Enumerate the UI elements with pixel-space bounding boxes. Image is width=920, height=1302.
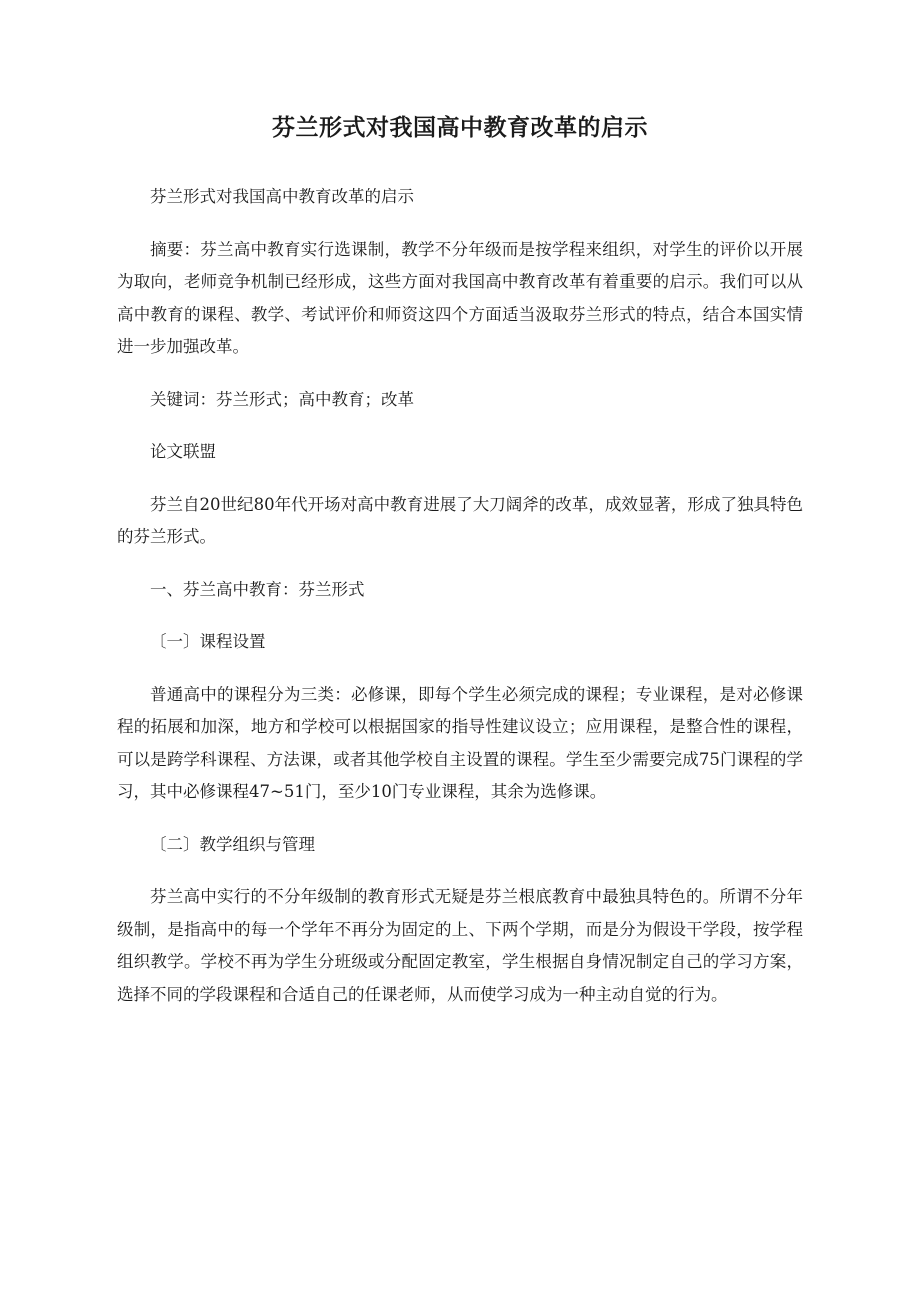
keywords-paragraph: 关键词：芬兰形式；高中教育；改革 (150, 389, 414, 409)
curriculum-paragraph: 普通高中的课程分为三类：必修课，即每个学生必须完成的课程；专业课程，是对必修课程的拓展和加深，地方和学校可以根据国家的指导性建议设立；应用课程，是整合性的课程，可以是跨学科课程、方法课，或者其他学校自主设置的课程。学生至少需要完成75门课程的学习，其中必修课程47~51门，至少10门专业课程，其余为选修课。 (117, 684, 803, 801)
subtitle-paragraph: 芬兰形式对我国高中教育改革的启示 (150, 187, 414, 206)
intro-paragraph: 芬兰自20世纪80年代开场对高中教育进展了大刀阔斧的改革，成效显著，形成了独具特色的芬兰形式。 (117, 494, 803, 546)
document-title: 芬兰形式对我国高中教育改革的启示 (272, 115, 648, 141)
document-body (117, 181, 803, 1031)
section-heading-1: 一、芬兰高中教育：芬兰形式 (150, 579, 365, 599)
source-paragraph: 论文联盟 (150, 442, 216, 461)
teaching-paragraph: 芬兰高中实行的不分年级制的教育形式无疑是芬兰根底教育中最独具特色的。所谓不分年级制，是指高中的每一个学年不再分为固定的上、下两个学期，而是分为假设干学段，按学程组织教学。学校不再为学生分班级或分配固定教室，学生根据自身情况制定自己的学习方案，选择不同的学段课程和合适自己的任课老师，从而使学习成为一种主动自觉的行为。 (117, 887, 803, 1004)
abstract-paragraph: 摘要：芬兰高中教育实行选课制，教学不分年级而是按学程来组织，对学生的评价以开展为取向，老师竞争机制已经形成，这些方面对我国高中教育改革有着重要的启示。我们可以从高中教育的课程、教学、考试评价和师资这四个方面适当汲取芬兰形式的特点，结合本国实情进一步加强改革。 (117, 239, 803, 356)
subsection-heading-2: 〔二〕教学组织与管理 (150, 834, 315, 854)
subsection-heading-1: 〔一〕课程设置 (150, 632, 266, 651)
